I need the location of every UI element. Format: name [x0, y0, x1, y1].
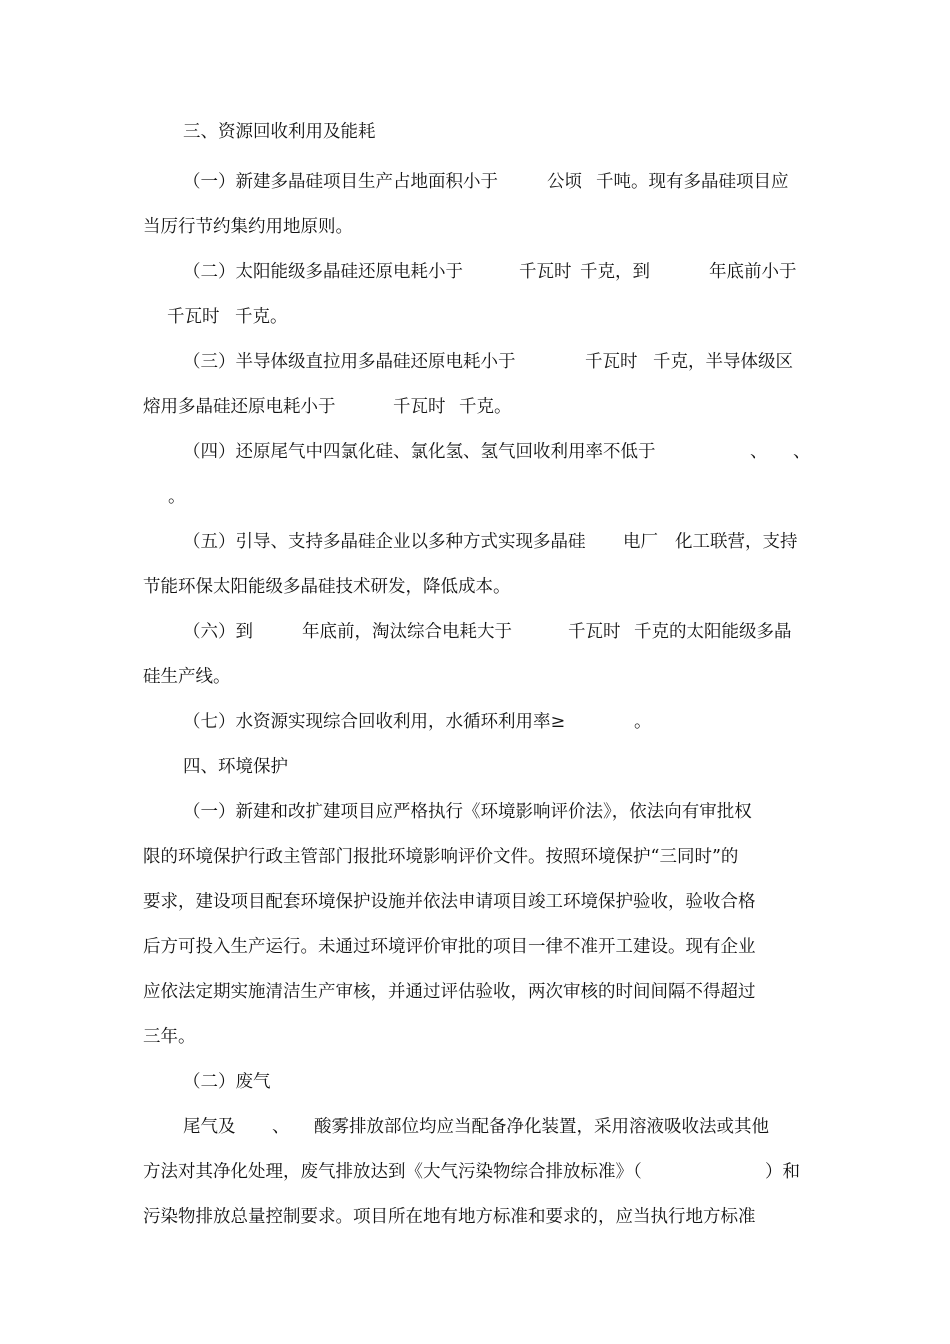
paragraph-line: [0, 212, 950, 242]
text-run: 污染物排放总量控制要求。项目所在地有地方标准和要求的，应当执行地方标准: [143, 1207, 756, 1227]
text-run: 、: [272, 1117, 290, 1137]
paragraph-line: [0, 707, 950, 737]
text-run: 公顷: [547, 172, 582, 192]
text-run: （四）还原尾气中四氯化硅、氯化氢、氢气回收利用率不低于: [183, 442, 656, 462]
paragraph-line: [0, 932, 950, 962]
text-run: 、: [750, 442, 768, 462]
heading-text: 三、资源回收利用及能耗: [183, 122, 376, 142]
paragraph-line: [0, 1157, 950, 1187]
text-run: 限的环境保护行政主管部门报批环境影响评价文件。按照环境保护“三同时”的: [143, 847, 739, 867]
text-run: 节能环保太阳能级多晶硅技术研发，降低成本。: [143, 577, 511, 597]
text-run: 三年。: [143, 1027, 196, 1047]
paragraph-line: [0, 1202, 950, 1232]
paragraph-line: [0, 302, 950, 332]
text-run: （七）水资源实现综合回收利用，水循环利用率≥: [183, 712, 566, 732]
paragraph-line: [0, 392, 950, 422]
text-run: 、: [793, 442, 811, 462]
text-run: 千克。: [459, 397, 512, 417]
text-run: 千克，到: [580, 262, 650, 282]
paragraph-line: [0, 527, 950, 557]
paragraph-line: [0, 1112, 950, 1142]
text-run: 后方可投入生产运行。未通过环境评价审批的项目一律不准开工建设。现有企业: [143, 937, 756, 957]
paragraph-line: [0, 977, 950, 1007]
text-run: 应依法定期实施清洁生产审核，并通过评估验收，两次审核的时间间隔不得超过: [143, 982, 756, 1002]
paragraph-line: [0, 617, 950, 647]
text-run: 熔用多晶硅还原电耗小于: [143, 397, 336, 417]
text-run: 千克，半导体级区: [653, 352, 793, 372]
text-run: （六）到: [183, 622, 253, 642]
paragraph-line: [0, 347, 950, 377]
text-run: 年底前，淘汰综合电耗大于: [302, 622, 512, 642]
paragraph-line: [0, 437, 950, 467]
text-run: （五）引导、支持多晶硅企业以多种方式实现多晶硅: [183, 532, 586, 552]
text-run: 酸雾排放部位均应当配备净化装置，采用溶液吸收法或其他: [314, 1117, 769, 1137]
text-run: 千吨。现有多晶硅项目应: [596, 172, 789, 192]
text-run: 千瓦时: [167, 307, 220, 327]
paragraph-line: [0, 167, 950, 197]
text-run: 化工联营，支持: [675, 532, 798, 552]
paragraph-line: [0, 482, 950, 512]
text-run: 电厂: [623, 532, 658, 552]
heading-text: 四、环境保护: [183, 757, 288, 777]
paragraph-line: [0, 1022, 950, 1052]
paragraph-line: [0, 1067, 950, 1097]
text-run: 千克。: [235, 307, 288, 327]
text-run: （三）半导体级直拉用多晶硅还原电耗小于: [183, 352, 516, 372]
text-run: 年底前小于: [709, 262, 797, 282]
text-run: （二）太阳能级多晶硅还原电耗小于: [183, 262, 463, 282]
text-run: 。: [168, 487, 186, 507]
text-run: 千瓦时: [393, 397, 446, 417]
text-run: 千克的太阳能级多晶: [634, 622, 792, 642]
text-run: （二）废气: [183, 1072, 271, 1092]
paragraph-line: [0, 842, 950, 872]
text-run: 要求，建设项目配套环境保护设施并依法申请项目竣工环境保护验收，验收合格: [143, 892, 756, 912]
paragraph-line: [0, 257, 950, 287]
text-run: 硅生产线。: [143, 667, 231, 687]
text-run: （一）新建和改扩建项目应严格执行《环境影响评价法》，依法向有审批权: [183, 802, 752, 822]
text-run: 千瓦时: [519, 262, 572, 282]
section-heading: [0, 752, 950, 782]
paragraph-line: [0, 887, 950, 917]
text-run: 当厉行节约集约用地原则。: [143, 217, 353, 237]
text-run: 千瓦时: [568, 622, 621, 642]
paragraph-line: [0, 572, 950, 602]
text-run: 。: [634, 712, 652, 732]
section-heading: [0, 117, 950, 147]
paragraph-line: [0, 662, 950, 692]
text-run: ）和: [765, 1162, 800, 1182]
text-run: （一）新建多晶硅项目生产占地面积小于: [183, 172, 498, 192]
text-run: 尾气及: [183, 1117, 236, 1137]
text-run: 千瓦时: [585, 352, 638, 372]
paragraph-line: [0, 797, 950, 827]
text-run: 方法对其净化处理，废气排放达到《大气污染物综合排放标准》（: [143, 1162, 642, 1182]
